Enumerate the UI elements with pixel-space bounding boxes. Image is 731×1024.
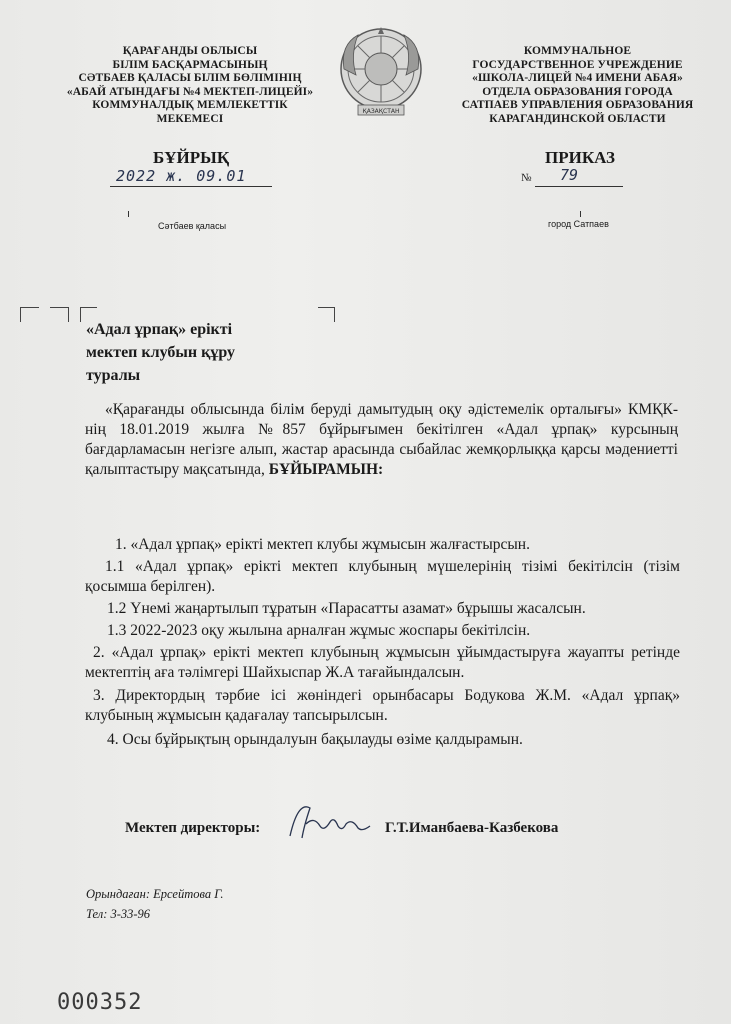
executor-phone: Тел: 3-33-96 <box>86 907 151 921</box>
corner-bracket <box>50 307 69 322</box>
order-number: 79 <box>560 166 579 184</box>
corner-bracket <box>20 307 39 322</box>
header-kz <box>55 45 325 126</box>
header-ru-line: «ШКОЛА-ЛИЦЕЙ №4 ИМЕНИ АБАЯ» <box>472 72 683 84</box>
order-item: 1.3 2022-2023 оқу жылына арналған жұмыс жоспары бекітілсін. <box>107 622 531 639</box>
executor-name: Орындаған: Ерсейтова Г. <box>86 887 224 901</box>
header-ru-line: ГОСУДАРСТВЕННОЕ УЧРЕЖДЕНИЕ <box>472 58 683 71</box>
number-label: № <box>521 172 532 184</box>
order-item: 4. Осы бұйрықтың орындалуын бақылауды өзіме қалдырамын. <box>107 731 523 748</box>
header-ru <box>445 45 710 126</box>
preamble <box>85 400 678 480</box>
subject-line: туралы <box>86 367 141 384</box>
header-kz-line: СӘТБАЕВ ҚАЛАСЫ БІЛІМ БӨЛІМІНІҢ <box>78 72 302 84</box>
city-kz: Сәтбаев қаласы <box>158 221 227 231</box>
city-ru: город Сатпаев <box>548 219 609 229</box>
header-kz-line: КОММУНАЛДЫҚ МЕМЛЕКЕТТІК <box>92 99 288 111</box>
header-kz-line: МЕКЕМЕСІ <box>156 112 224 125</box>
order-item: 1.1 «Адал ұрпақ» ерікті мектеп клубының мүшелерінің тізімі бекітілсін (тізім қосымша берілген). <box>85 558 680 595</box>
order-word: БҰЙЫРАМЫН: <box>268 461 384 478</box>
state-emblem <box>338 25 424 119</box>
subject-line: мектеп клубын құру <box>86 344 235 361</box>
order-item: 3. Директордың тәрбие ісі жөніндегі орынбасары Бодукова Ж.М. «Адал ұрпақ» клубының жұмысын қадағалау тапсырылсын. <box>85 687 680 724</box>
header-ru-line: САТПАЕВ УПРАВЛЕНИЯ ОБРАЗОВАНИЯ <box>461 99 694 111</box>
executor-info <box>86 884 224 924</box>
subject-line: «Адал ұрпақ» ерікті <box>86 321 233 338</box>
order-item: 1. «Адал ұрпақ» ерікті мектеп клубы жұмысын жалғастырсын. <box>115 536 530 553</box>
tick-mark <box>580 211 581 217</box>
order-title-kz: БҰЙРЫҚ <box>153 148 230 167</box>
header-kz-line: «АБАЙ АТЫНДАҒЫ №4 МЕКТЕП-ЛИЦЕЙІ» <box>66 85 314 98</box>
preamble-text: «Қарағанды облысында білім беруді дамытудың оқу әдістемелік орталығы» КМҚК-нің 18.01.2019 жылға №857 бұйрығымен бекітілген «Адал ұрпақ» курсының бағдарламасын негізге алып, жастар арасында сыбайлас жемқорлыққа қарсы мәдениетті қалыптастыру мақсатында, <box>85 401 678 478</box>
header-kz-line: ҚАРАҒАНДЫ ОБЛЫСЫ <box>122 45 258 57</box>
header-ru-line: КАРАГАНДИНСКОЙ ОБЛАСТИ <box>489 112 666 125</box>
handwritten-signature <box>280 796 380 846</box>
order-subject <box>86 318 235 387</box>
order-title-ru: ПРИКАЗ <box>545 148 615 167</box>
header-kz-line: БІЛІМ БАСҚАРМАСЫНЫҢ <box>112 58 268 71</box>
tick-mark <box>128 211 129 217</box>
signature-label: Мектеп директоры: <box>125 820 261 836</box>
order-item: 1.2 Үнемі жаңартылып тұратын «Парасатты азамат» бұрышы жасалсын. <box>107 600 586 617</box>
header-ru-line: КОММУНАЛЬНОЕ <box>523 45 632 57</box>
header-ru-line: ОТДЕЛА ОБРАЗОВАНИЯ ГОРОДА <box>482 85 673 98</box>
number-line <box>535 168 623 187</box>
director-name: Г.Т.Иманбаева-Казбекова <box>385 820 559 836</box>
serial-number: 000352 <box>57 990 143 1015</box>
emblem-label: ҚАЗАҚСТАН <box>362 108 400 115</box>
corner-bracket <box>318 307 335 322</box>
order-item: 2. «Адал ұрпақ» ерікті мектеп клубының жұмысын ұйымдастыруға жауапты ретінде мектептің аға тәлімгері Шайхыспар Ж.А тағайындалсын. <box>85 644 680 681</box>
order-date: 2022 ж. 09.01 <box>116 167 247 185</box>
